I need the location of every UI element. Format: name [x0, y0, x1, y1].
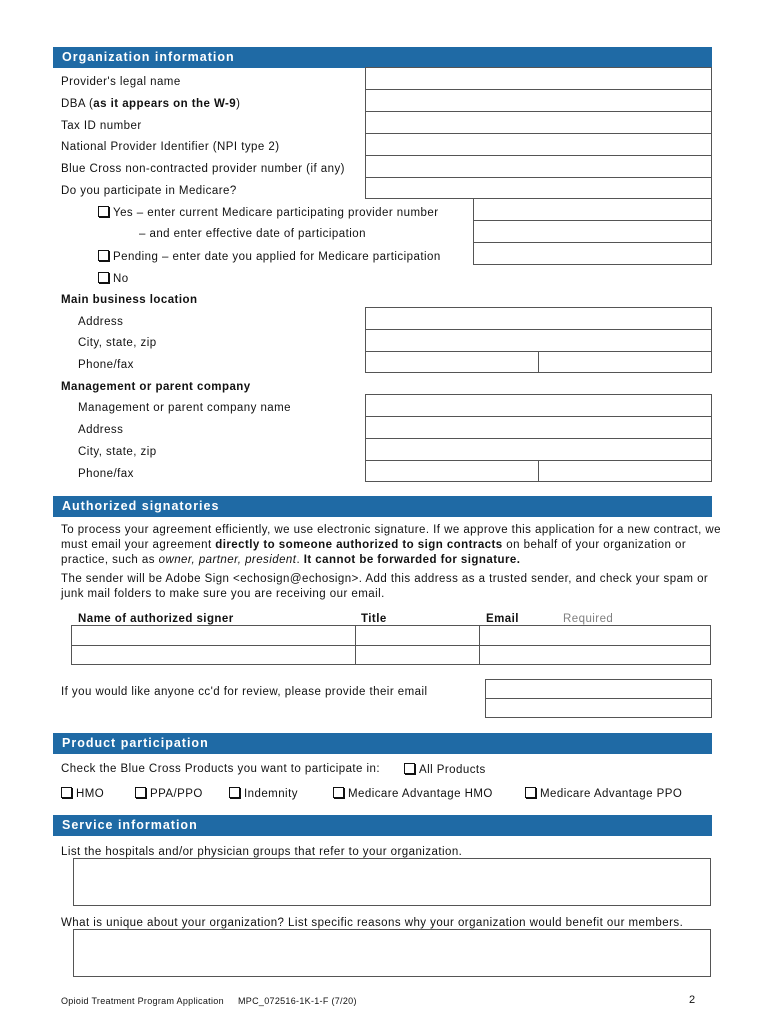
mgmt-city-label: City, state, zip: [78, 446, 157, 458]
main-city-input[interactable]: [365, 329, 712, 352]
effective-date-label: – and enter effective date of participation: [139, 228, 366, 240]
footer-form-code: MPC_072516-1K-1-F (7/20): [238, 996, 357, 1006]
cc-email-input-1[interactable]: [485, 679, 712, 699]
checkbox-icon[interactable]: [61, 787, 72, 798]
medicare-yes-option[interactable]: Yes – enter current Medicare participating provider number: [98, 206, 438, 219]
page-number: 2: [689, 994, 696, 1006]
section-header-signatories: Authorized signatories: [53, 496, 712, 517]
dba-label: DBA (as it appears on the W-9): [61, 98, 241, 110]
cc-label: If you would like anyone cc'd for review, please provide their email: [61, 686, 428, 698]
main-city-label: City, state, zip: [78, 337, 157, 349]
mgmt-name-input[interactable]: [365, 394, 712, 417]
main-fax-input[interactable]: [538, 351, 712, 373]
npi-label: National Provider Identifier (NPI type 2): [61, 141, 280, 153]
all-products-option[interactable]: All Products: [404, 763, 486, 776]
checkbox-icon[interactable]: [135, 787, 146, 798]
signer-name-input-2[interactable]: [71, 645, 356, 665]
col-header-email: Email: [486, 613, 519, 625]
section-header-product: Product participation: [53, 733, 712, 754]
mgmt-address-label: Address: [78, 424, 124, 436]
medicare-no-option[interactable]: No: [98, 272, 129, 285]
required-note: Required: [563, 613, 614, 625]
signer-email-input-1[interactable]: [479, 625, 711, 646]
legal-name-input[interactable]: [365, 67, 712, 90]
effective-date-input[interactable]: [473, 220, 712, 243]
mgmt-city-input[interactable]: [365, 438, 712, 461]
signer-title-input-2[interactable]: [355, 645, 480, 665]
section-header-service: Service information: [53, 815, 712, 836]
npi-input[interactable]: [365, 133, 712, 156]
product-option-hmo[interactable]: HMO: [61, 787, 104, 800]
unique-label: What is unique about your organization? List specific reasons why your organization would benefit our members.: [61, 917, 684, 929]
checkbox-icon[interactable]: [525, 787, 536, 798]
dba-input[interactable]: [365, 89, 712, 112]
signer-name-input-1[interactable]: [71, 625, 356, 646]
product-check-label: Check the Blue Cross Products you want to participate in:: [61, 763, 381, 775]
signer-email-input-2[interactable]: [479, 645, 711, 665]
mgmt-phone-label: Phone/fax: [78, 468, 134, 480]
section-header-organization: Organization information: [53, 47, 712, 68]
checkbox-icon[interactable]: [98, 272, 109, 283]
tax-id-label: Tax ID number: [61, 120, 142, 132]
medicare-question-field[interactable]: [365, 177, 712, 199]
checkbox-icon[interactable]: [333, 787, 344, 798]
bluecross-number-label: Blue Cross non-contracted provider number (if any): [61, 163, 345, 175]
signer-title-input-1[interactable]: [355, 625, 480, 646]
product-option-indemnity[interactable]: Indemnity: [229, 787, 298, 800]
sender-instructions: The sender will be Adobe Sign <echosign@echosign>. Add this address as a trusted sender, and check your spam or junk mail folders to make sure you are receiving our email.: [61, 573, 709, 600]
medicare-pending-option[interactable]: Pending – enter date you applied for Medicare participation: [98, 250, 441, 263]
checkbox-icon[interactable]: [98, 206, 109, 217]
main-address-label: Address: [78, 316, 124, 328]
checkbox-icon[interactable]: [98, 250, 109, 261]
legal-name-label: Provider's legal name: [61, 76, 181, 88]
product-option-ppa-ppo[interactable]: PPA/PPO: [135, 787, 203, 800]
mgmt-fax-input[interactable]: [538, 460, 712, 482]
main-phone-input[interactable]: [365, 351, 539, 373]
cc-email-input-2[interactable]: [485, 698, 712, 718]
main-location-heading: Main business location: [61, 294, 198, 306]
bluecross-number-input[interactable]: [365, 155, 712, 178]
pending-date-input[interactable]: [473, 242, 712, 265]
mgmt-heading: Management or parent company: [61, 381, 251, 393]
col-header-title: Title: [361, 613, 387, 625]
mgmt-address-input[interactable]: [365, 416, 712, 439]
product-option-ma-ppo[interactable]: Medicare Advantage PPO: [525, 787, 682, 800]
main-address-input[interactable]: [365, 307, 712, 330]
checkbox-icon[interactable]: [404, 763, 415, 774]
signature-instructions: To process your agreement efficiently, we use electronic signature. If we approve this application for a new contract, we must email your agreement directly to someone authorized to sign contracts on behalf of your organization or practice, such as owner, partner, president. It cannot be forwarded for signature.: [61, 524, 722, 566]
hospitals-label: List the hospitals and/or physician groups that refer to your organization.: [61, 846, 463, 858]
product-option-ma-hmo[interactable]: Medicare Advantage HMO: [333, 787, 493, 800]
col-header-name: Name of authorized signer: [78, 613, 234, 625]
tax-id-input[interactable]: [365, 111, 712, 134]
medicare-question: Do you participate in Medicare?: [61, 185, 237, 197]
unique-textarea[interactable]: [73, 929, 711, 977]
footer-form-name: Opioid Treatment Program Application: [61, 996, 224, 1006]
mgmt-phone-input[interactable]: [365, 460, 539, 482]
mgmt-name-label: Management or parent company name: [78, 402, 292, 414]
medicare-provider-number-input[interactable]: [473, 198, 712, 221]
checkbox-icon[interactable]: [229, 787, 240, 798]
hospitals-textarea[interactable]: [73, 858, 711, 906]
main-phone-label: Phone/fax: [78, 359, 134, 371]
